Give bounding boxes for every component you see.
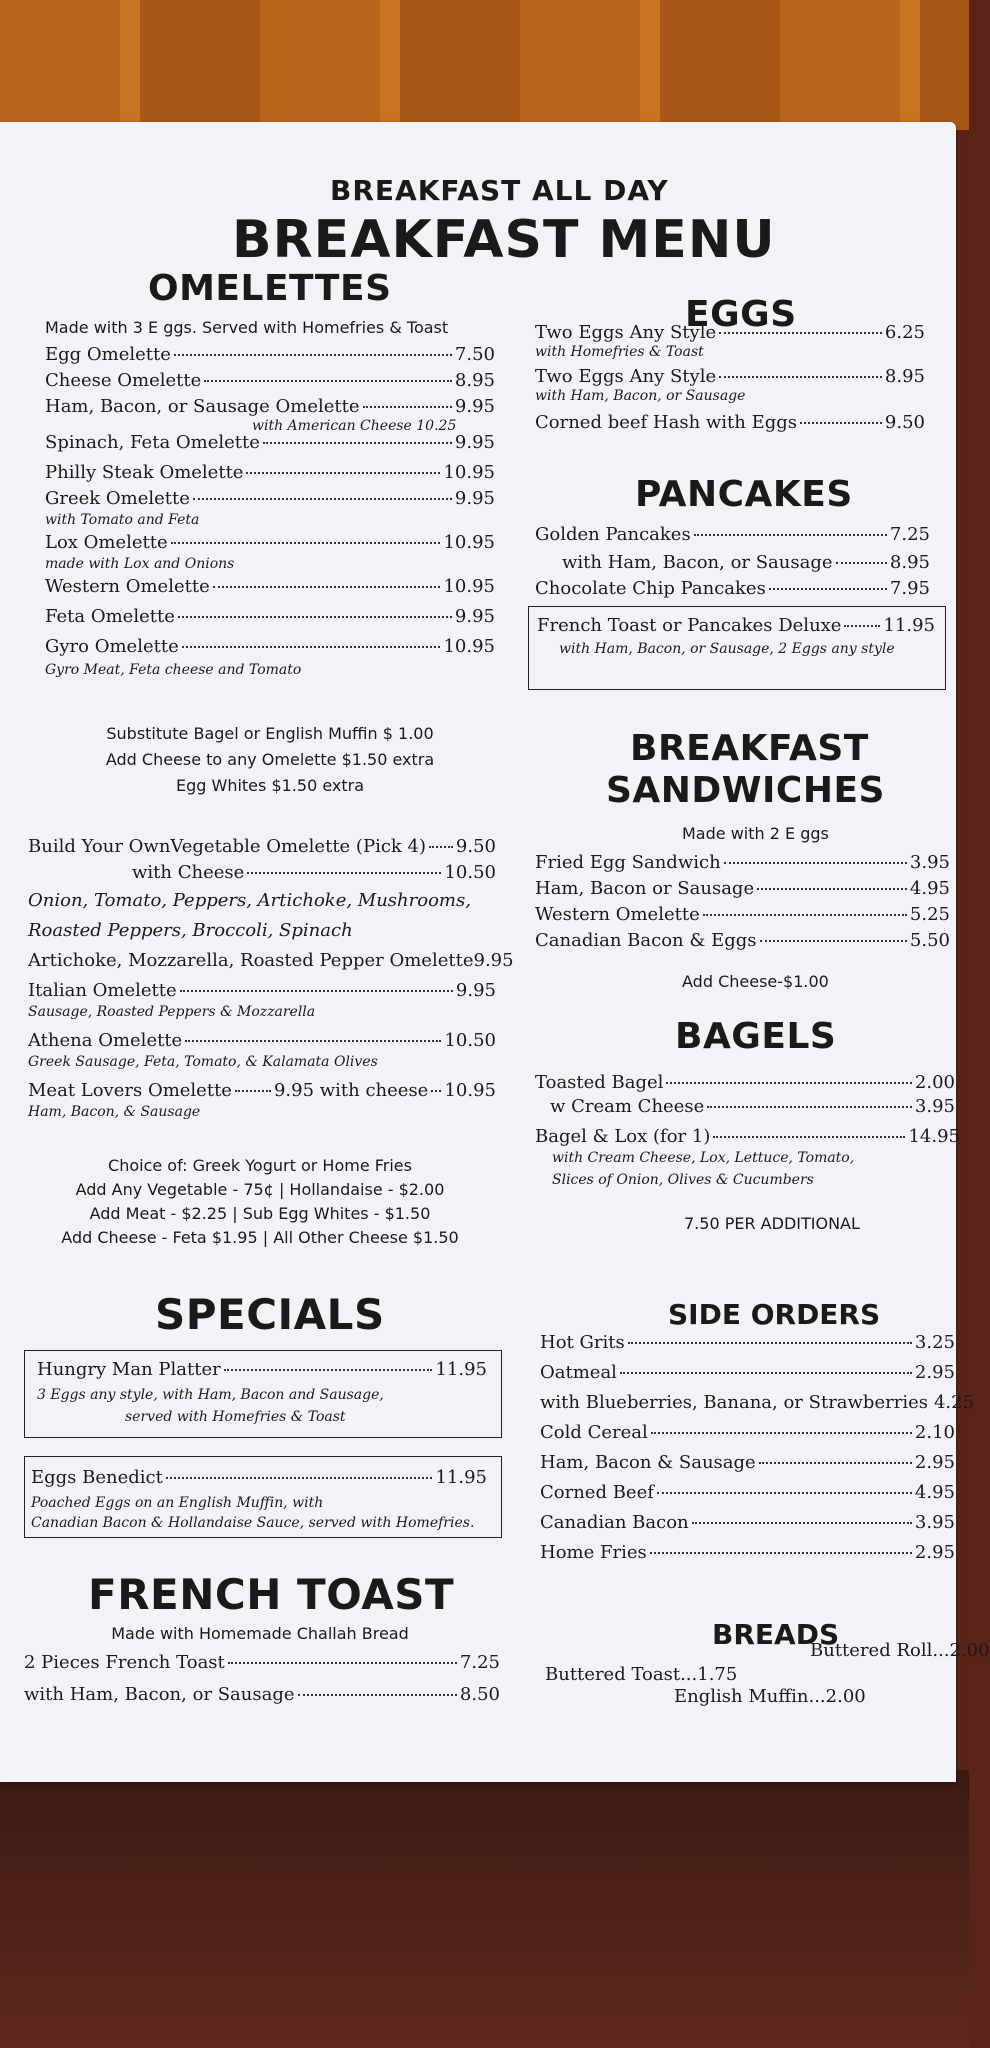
substitution-note: Add Cheese to any Omelette $1.50 extra	[105, 750, 435, 769]
menu-item: Egg Omelette 7.50	[45, 344, 495, 365]
special-box	[24, 1350, 502, 1438]
menu-item: Lox Omelette 10.95	[45, 532, 495, 553]
omelettes-heading: OMELETTES	[148, 268, 392, 309]
menu-item: 2 Pieces French Toast 7.25	[24, 1652, 500, 1673]
choices-note: Add Cheese - Feta $1.95 | All Other Cheese $1.50	[61, 1228, 459, 1247]
item-note: Poached Eggs on an English Muffin, with	[31, 1495, 324, 1511]
substitution-note: Substitute Bagel or English Muffin $ 1.00	[106, 724, 434, 743]
sandwiches-heading: SANDWICHES	[606, 770, 885, 811]
french-toast-intro: Made with Homemade Challah Bread	[111, 1624, 409, 1643]
menu-item: Cold Cereal 2.10	[540, 1422, 955, 1443]
menu-item: Artichoke, Mozzarella, Roasted Pepper Omelette9.95	[28, 950, 514, 971]
menu-item: Canadian Bacon & Eggs 5.50	[535, 930, 950, 951]
choices-note: Add Any Vegetable - 75¢ | Hollandaise - $2.00	[75, 1180, 445, 1199]
item-note: with Homefries & Toast	[535, 344, 704, 360]
french-toast-heading: FRENCH TOAST	[88, 1570, 455, 1619]
menu-item: Canadian Bacon 3.95	[540, 1512, 955, 1533]
menu-item: Chocolate Chip Pancakes 7.95	[535, 578, 930, 599]
menu-item: Build Your OwnVegetable Omelette (Pick 4) 9.50	[28, 836, 496, 857]
bread-item: Buttered Toast...1.75	[545, 1664, 738, 1685]
menu-item: Home Fries 2.95	[540, 1542, 955, 1563]
choices-note: Add Meat - $2.25 | Sub Egg Whites - $1.50	[89, 1204, 431, 1223]
substitution-note: Egg Whites $1.50 extra	[175, 776, 365, 795]
menu-item: with Ham, Bacon, or Sausage 8.50	[24, 1684, 500, 1705]
item-note: 3 Eggs any style, with Ham, Bacon and Sausage,	[37, 1387, 384, 1403]
menu-item: Fried Egg Sandwich 3.95	[535, 852, 950, 873]
sandwiches-heading: BREAKFAST	[630, 728, 869, 769]
menu-item: w Cream Cheese 3.95	[550, 1096, 955, 1117]
sandwiches-footer: Add Cheese-$1.00	[682, 972, 829, 991]
menu-item: Golden Pancakes 7.25	[535, 524, 930, 545]
menu-item: Two Eggs Any Style 8.95	[535, 366, 925, 387]
pancakes-heading: PANCAKES	[635, 474, 853, 515]
table-surface-top	[0, 0, 969, 130]
item-note: Ham, Bacon, & Sausage	[28, 1104, 201, 1120]
omelettes-intro: Made with 3 E ggs. Served with Homefries & Toast	[45, 318, 449, 337]
menu-sheet	[0, 122, 990, 1782]
item-note: Greek Sausage, Feta, Tomato, & Kalamata Olives	[28, 1054, 378, 1070]
menu-item: Athena Omelette 10.50	[28, 1030, 496, 1051]
menu-item: with Cheese 10.50	[132, 862, 496, 883]
menu-item: Hot Grits 3.25	[540, 1332, 955, 1353]
item-note: made with Lox and Onions	[45, 556, 235, 572]
menu-item: Gyro Omelette 10.95	[45, 636, 495, 657]
menu-item: with Ham, Bacon, or Sausage 8.95	[562, 552, 930, 573]
breads-heading: BREADS	[712, 1618, 840, 1651]
side-orders-heading: SIDE ORDERS	[668, 1298, 881, 1331]
item-note: Slices of Onion, Olives & Cucumbers	[552, 1172, 814, 1188]
menu-item: Philly Steak Omelette 10.95	[45, 462, 495, 483]
menu-item: Bagel & Lox (for 1) 14.95	[535, 1126, 960, 1147]
item-note: with Ham, Bacon, or Sausage, 2 Eggs any style	[559, 641, 895, 657]
menu-item: Corned beef Hash with Eggs 9.50	[535, 412, 925, 433]
table-surface-bottom	[0, 1770, 969, 2048]
eggs-heading: EGGS	[685, 294, 797, 335]
item-note: with Cream Cheese, Lox, Lettuce, Tomato,	[552, 1150, 855, 1166]
choices-note: Choice of: Greek Yogurt or Home Fries	[108, 1156, 412, 1175]
bagels-footer: 7.50 PER ADDITIONAL	[684, 1214, 860, 1233]
menu-item: Ham, Bacon & Sausage 2.95	[540, 1452, 955, 1473]
item-note: Gyro Meat, Feta cheese and Tomato	[45, 662, 302, 678]
menu-item: Western Omelette 5.25	[535, 904, 950, 925]
menu-item: Hungry Man Platter 11.95	[37, 1359, 487, 1380]
item-note: served with Homefries & Toast	[125, 1409, 346, 1425]
bread-item: English Muffin...2.00	[674, 1686, 866, 1707]
menu-item: with Blueberries, Banana, or Strawberries 4.25	[540, 1392, 975, 1413]
page-title: BREAKFAST MENU	[232, 210, 776, 270]
sandwiches-intro: Made with 2 E ggs	[682, 824, 829, 843]
specials-heading: SPECIALS	[155, 1290, 385, 1339]
bagels-heading: BAGELS	[675, 1016, 837, 1057]
menu-item: Oatmeal 2.95	[540, 1362, 955, 1383]
bread-item: Buttered Roll...2.00	[810, 1640, 990, 1661]
menu-item: Two Eggs Any Style 6.25	[535, 322, 925, 343]
menu-item: French Toast or Pancakes Deluxe 11.95	[537, 615, 935, 636]
menu-item: Feta Omelette 9.95	[45, 606, 495, 627]
item-note: Canadian Bacon & Hollandaise Sauce, served with Homefries.	[31, 1515, 475, 1531]
item-note: Sausage, Roasted Peppers & Mozzarella	[28, 1004, 316, 1020]
vegetable-options: Onion, Tomato, Peppers, Artichoke, Mushrooms,	[28, 890, 471, 911]
menu-item: Greek Omelette 9.95	[45, 488, 495, 509]
menu-item: Ham, Bacon or Sausage 4.95	[535, 878, 950, 899]
deluxe-box	[528, 606, 946, 690]
menu-item: Ham, Bacon, or Sausage Omelette 9.95	[45, 396, 495, 417]
menu-item: Spinach, Feta Omelette 9.95	[45, 432, 495, 453]
menu-item: Meat Lovers Omelette 9.95 with cheese 10.95	[28, 1080, 496, 1101]
vegetable-options: Roasted Peppers, Broccoli, Spinach	[28, 920, 353, 941]
menu-item: Toasted Bagel 2.00	[535, 1072, 955, 1093]
menu-item: Corned Beef 4.95	[540, 1482, 955, 1503]
item-note: with Ham, Bacon, or Sausage	[535, 388, 746, 404]
menu-item: Cheese Omelette 8.95	[45, 370, 495, 391]
menu-item: Eggs Benedict 11.95	[31, 1467, 487, 1488]
item-note: with Tomato and Feta	[45, 512, 200, 528]
menu-item: Italian Omelette 9.95	[28, 980, 496, 1001]
super-title: BREAKFAST ALL DAY	[330, 174, 669, 207]
menu-item: Western Omelette 10.95	[45, 576, 495, 597]
item-note: with American Cheese 10.25	[252, 418, 457, 434]
special-box	[24, 1456, 502, 1538]
